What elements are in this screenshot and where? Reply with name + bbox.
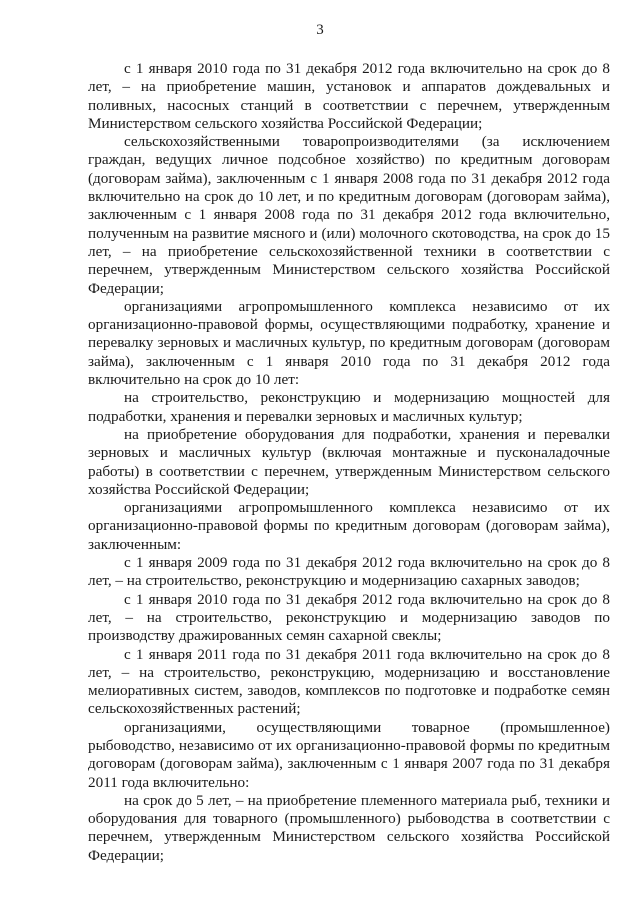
paragraph-5: на приобретение оборудования для подработки, хранения и перевалки зерновых и масличных культур (включая монтажные и пусконаладочные работы) в соответствии с перечнем, утвержденным Министерством сельского хозяйства Российской Федерации; bbox=[88, 425, 610, 498]
paragraph-3: организациями агропромышленного комплекса независимо от их организационно-правовой формы, осуществляющими подработку, хранение и перевалку зерновых и масличных культур, по кредитным договорам (договорам займа), заключенным с 1 января 2010 года по 31 декабря 2012 года включительно на срок до 10 лет: bbox=[88, 297, 610, 389]
paragraph-1: с 1 января 2010 года по 31 декабря 2012 года включительно на срок до 8 лет, – на приобретение машин, установок и аппаратов дождевальных и поливных, насосных станций в соответствии с перечнем, утвержденным Министерством сельского хозяйства Российской Федерации; bbox=[88, 60, 610, 132]
paragraph-8: с 1 января 2010 года по 31 декабря 2012 года включительно на срок до 8 лет, – на строительство, реконструкцию и модернизацию заводов по производству дражированных семян сахарной свеклы; bbox=[88, 590, 610, 645]
paragraph-11: на срок до 5 лет, – на приобретение племенного материала рыб, техники и оборудования для товарного (промышленного) рыбоводства в соответствии с перечнем, утвержденным Министерством сельского хозяйства Российской Федерации; bbox=[88, 791, 610, 864]
paragraph-10: организациями, осуществляющими товарное (промышленное) рыбоводство, независимо от их организационно-правовой формы по кредитным договорам (договорам займа), заключенным с 1 января 2007 года по 31 декабря 2011 года включительно: bbox=[88, 718, 610, 791]
document-body bbox=[88, 60, 610, 865]
page-number: 3 bbox=[316, 22, 324, 38]
paragraph-2: сельскохозяйственными товаропроизводителями (за исключением граждан, ведущих личное подсобное хозяйство) по кредитным договорам (договорам займа), заключенным с 1 января 2008 года по 31 декабря 2012 года включительно на срок до 10 лет, и по кредитным договорам (договорам займа), заключенным с 1 января 2008 года по 31 декабря 2012 года включительно, полученным на развитие мясного и (или) молочного скотоводства, на срок до 15 лет, – на приобретение сельскохозяйственной техники в соответствии с перечнем, утвержденным Министерством сельского хозяйства Российской Федерации; bbox=[88, 133, 610, 297]
paragraph-6: организациями агропромышленного комплекса независимо от их организационно-правовой формы по кредитным договорам (договорам займа), заключенным: bbox=[88, 499, 610, 553]
paragraph-4: на строительство, реконструкцию и модернизацию мощностей для подработки, хранения и перевалки зерновых и масличных культур; bbox=[88, 389, 610, 425]
paragraph-7: с 1 января 2009 года по 31 декабря 2012 года включительно на срок до 8 лет, – на строительство, реконструкцию и модернизацию сахарных заводов; bbox=[88, 554, 610, 590]
paragraph-9: с 1 января 2011 года по 31 декабря 2011 года включительно на срок до 8 лет, – на строительство, реконструкцию, модернизацию и восстановление мелиоративных систем, заводов, комплексов по подготовке и подработке семян сельскохозяйственных растений; bbox=[88, 645, 610, 718]
